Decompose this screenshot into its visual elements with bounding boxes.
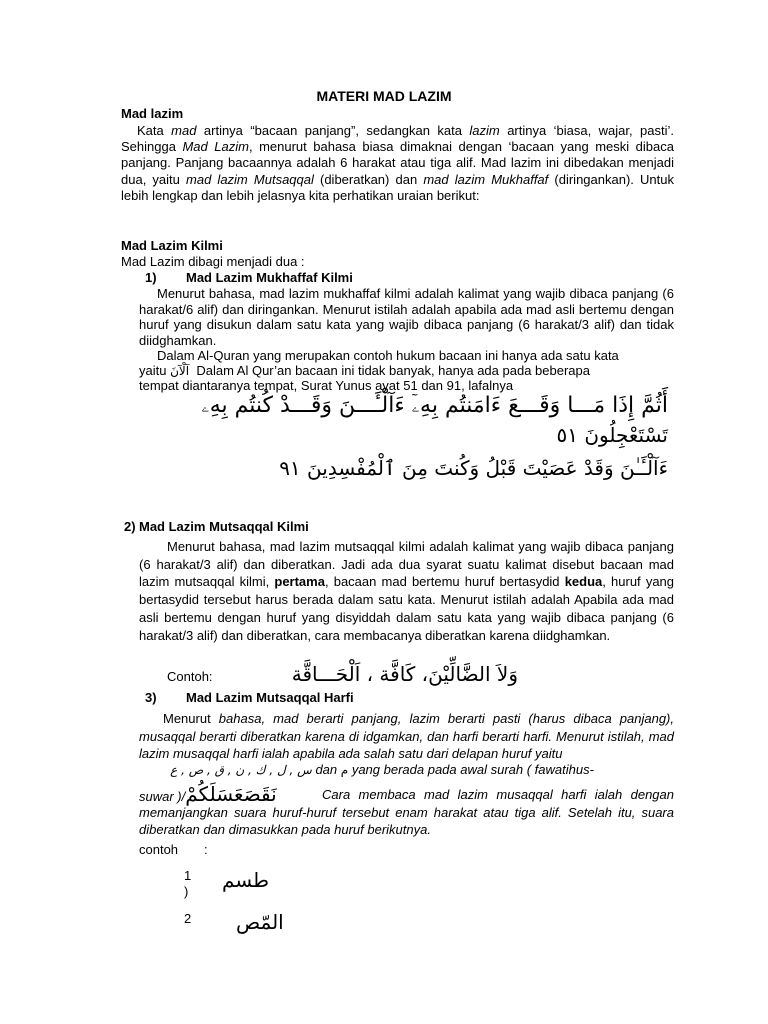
text-run-italic: mad lazim Mukhaffaf	[423, 171, 549, 187]
text-run: artinya “bacaan panjang”, sedangkan kata	[196, 123, 470, 138]
harfi-letters-line	[139, 762, 674, 778]
subheading-mukhaffaf: Mad Lazim Mukhaffaf Kilmi	[186, 270, 353, 285]
text-run: (diberatkan) dan	[313, 171, 424, 187]
item-number-3: 3)	[145, 690, 157, 705]
text-run: (diringankan). Untuk lebih lengkap dan lebih jelasnya kita perhatikan uraian berikut:	[121, 171, 674, 203]
text-run-italic: mad	[171, 123, 197, 138]
text-run: Menurut bahasa, mad lazim mutsaqqal kilmi adalah kalimat yang wajib dibaca panjang (6 harakat/3 alif) dan diberatkan. Jadi ada dua syarat suatu kalimat disebut bacaan mad lazim mutsaqqal kilmi,	[139, 539, 674, 590]
section-heading-mad-lazim: Mad lazim	[121, 106, 184, 121]
example-paren: )	[184, 884, 189, 899]
mukhaffaf-paragraph: Menurut bahasa, mad lazim mukhaffaf kilmi adalah kalimat yang wajib dibaca panjang (6 harakat/6 alif) dan diringankan. Menurut istilah adalah apabila ada mad asli bertemu dengan huruf yang disukun dalam satu kata yang wajib dibaca panjang (6 harakat/3 alif) dan tidak diidghamkan.	[139, 286, 674, 348]
mukhaffaf-paragraph-2-line-1: Dalam Al-Quran yang merupakan contoh hukum bacaan ini hanya ada satu kata	[157, 348, 619, 363]
text-run-italic: yang berada pada awal surah ( fawatihus-	[351, 762, 594, 777]
contoh-label: Contoh:	[167, 669, 213, 684]
arabic-letter-mim: م	[340, 763, 349, 777]
mukhaffaf-paragraph-2-line-3: tempat diantaranya tempat, Surat Yunus ayat 51 dan 91, lafalnya	[139, 378, 514, 393]
text-run: Dalam Al Qur’an bacaan ini tidak banyak, hanya ada pada beberapa	[196, 363, 590, 378]
text-run-italic: dan	[315, 762, 338, 777]
subheading-mutsaqqal: Mad Lazim Mutsaqqal Kilmi	[139, 519, 309, 534]
mutsaqqal-paragraph	[139, 538, 674, 644]
intro-paragraph	[121, 123, 674, 204]
example-arabic: المّص	[236, 910, 284, 934]
text-run: Kata	[137, 123, 172, 138]
text-run: Menurut	[163, 711, 219, 726]
text-run: artinya ‘biasa, wajar, pasti’. Sehingga	[121, 123, 674, 155]
ayah-91: ءَآلْـَٔـٰنَ وَقَدْ عَصَيْتَ قَبْلُ وَكُنتَ مِنَ ٱلْمُفْسِدِينَ ٩١	[279, 456, 668, 480]
ayah-51-line-1: أَثُمَّ إِذَا مَـــا وَقَـــعَ ءَامَنتُم بِهِۦٓ ءَآلْـَٔـــنَ وَقَـــدْ كُنتُم بِهِۦ	[201, 393, 668, 418]
text-run-italic: bahasa, mad berarti panjang, lazim berarti pasti (harus dibaca panjang), musaqqal berarti diberatkan karena di idgamkan, dan harfi berarti harfi. Menurut istilah, mad lazim musaqqal harfi ialah apabila ada salah satu dari delapan huruf yaitu	[139, 711, 674, 762]
page-title: MATERI MAD LAZIM	[316, 88, 452, 104]
contoh-colon: :	[204, 842, 208, 857]
item-number-1: 1)	[145, 270, 157, 285]
text-run: , bacaan mad bertemu huruf bertasydid	[324, 574, 565, 590]
text-run-bold: pertama	[274, 574, 325, 590]
text-run-bold: kedua	[564, 574, 603, 590]
example-number: 1	[184, 868, 192, 883]
text-run: , huruf yang bertasydid tersebut harus berada dalam satu kata. Menurut istilah adalah Apabila ada mad asli bertemu dengan huruf yang disyiddah dalam satu kata yang wajib dibaca panjang (6 harakat/3 alif) dan diberatkan, cara membacanya diberatkan karena diidghamkan.	[139, 574, 675, 643]
contoh-label-harfi: contoh	[139, 842, 179, 857]
harfi-paragraph-2: Cara membaca mad lazim musaqqal harfi ialah dengan memanjangkan suara huruf-huruf tersebut enam harakat atau tiga alif. Setelah itu, suara diberatkan dan dimasukkan pada huruf berikutnya.	[139, 787, 674, 838]
harfi-paragraph-1	[139, 710, 674, 763]
kilmi-subtitle: Mad Lazim dibagi menjadi dua :	[121, 254, 305, 269]
arabic-letters: س , ل , ك , ن , ق , ص , ع	[170, 763, 312, 777]
text-run-italic: mad lazim Mutsaqqal	[186, 171, 314, 187]
text-run: , menurut bahasa biasa dimaknai dengan ‘bacaan yang meski dibaca panjang. Panjang bacaannya adalah 6 harakat atau tiga alif. Mad lazim ini dibedakan menjadi dua, yaitu	[121, 139, 674, 187]
text-run-italic: Mad Lazim	[182, 139, 249, 155]
example-number: 2	[184, 911, 192, 926]
ayah-51-line-2: تَسْتَعْجِلُونَ ٥١	[556, 423, 668, 447]
example-arabic: طسم	[222, 868, 270, 892]
section-heading-kilmi: Mad Lazim Kilmi	[121, 238, 223, 253]
arabic-word: آلْآنَ	[170, 364, 190, 378]
contoh-arabic: وَلاَ الضَّالِّيْنَ، كَافَّة ، اَلْحَـــاقَّة	[291, 662, 518, 686]
item-number-2: 2)	[124, 519, 136, 534]
subheading-harfi: Mad Lazim Mutsaqqal Harfi	[186, 690, 354, 705]
text-run-italic: suwar )/	[139, 789, 186, 804]
arabic-word: نَقَصَعَسَلَكُمْ	[185, 782, 277, 806]
text-run-italic: lazim	[469, 123, 500, 138]
text-run: yaitu	[139, 363, 167, 378]
mukhaffaf-paragraph-2-line-2	[139, 363, 674, 379]
